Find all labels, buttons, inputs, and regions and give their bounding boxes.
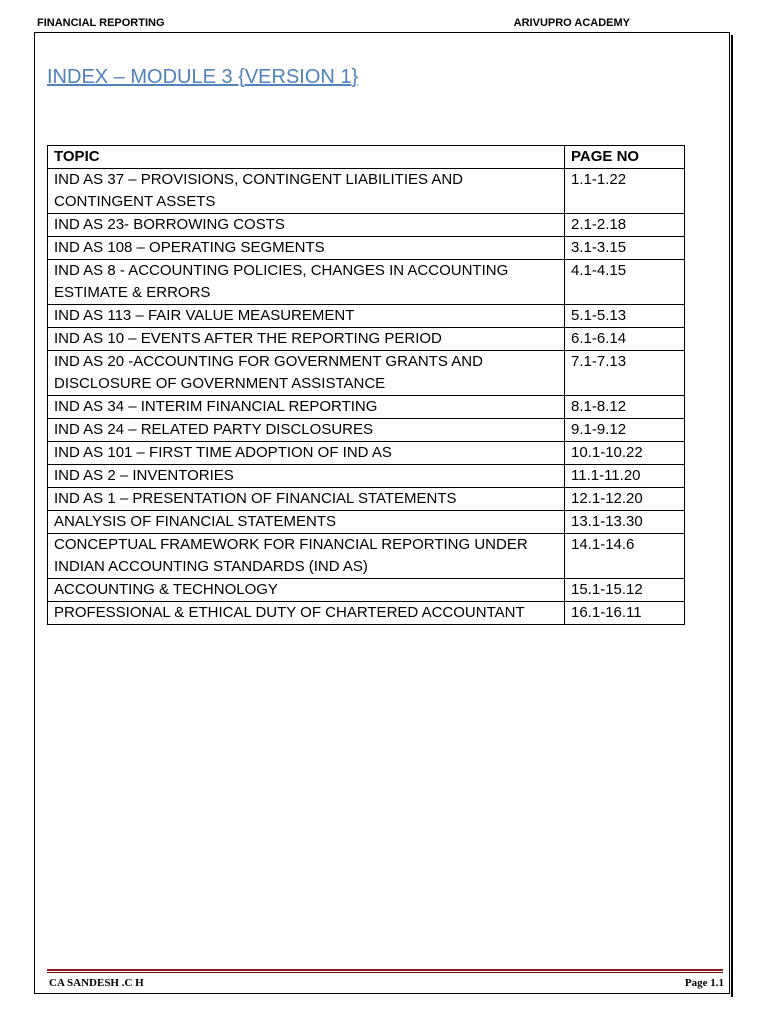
- page-cell: 10.1-10.22: [565, 442, 685, 465]
- page-cell: 5.1-5.13: [565, 305, 685, 328]
- page-cell: 16.1-16.11: [565, 602, 685, 625]
- table-row: [48, 602, 685, 625]
- topic-cell: IND AS 10 – EVENTS AFTER THE REPORTING PERIOD: [48, 328, 565, 351]
- table-row: [48, 260, 685, 305]
- page-cell: 13.1-13.30: [565, 511, 685, 534]
- topic-cell: IND AS 23- BORROWING COSTS: [48, 214, 565, 237]
- header-right-text: ARIVUPRO ACADEMY: [513, 17, 630, 29]
- topic-cell: IND AS 101 – FIRST TIME ADOPTION OF IND AS: [48, 442, 565, 465]
- topic-cell: ACCOUNTING & TECHNOLOGY: [48, 579, 565, 602]
- table-row: [48, 511, 685, 534]
- table-row: [48, 169, 685, 214]
- page-cell: 1.1-1.22: [565, 169, 685, 214]
- page-cell: 14.1-14.6: [565, 534, 685, 579]
- table-row: [48, 305, 685, 328]
- footer-author: CA SANDESH .C H: [49, 977, 144, 989]
- table-row: [48, 442, 685, 465]
- table-row: [48, 419, 685, 442]
- footer-rule-secondary: [47, 972, 723, 973]
- page-cell: 12.1-12.20: [565, 488, 685, 511]
- table-row: [48, 579, 685, 602]
- topic-cell: IND AS 24 – RELATED PARTY DISCLOSURES: [48, 419, 565, 442]
- topic-cell: IND AS 8 - ACCOUNTING POLICIES, CHANGES IN ACCOUNTING ESTIMATE & ERRORS: [48, 260, 565, 305]
- index-table: [47, 145, 685, 625]
- table-row: [48, 328, 685, 351]
- table-row: [48, 214, 685, 237]
- page-cell: 4.1-4.15: [565, 260, 685, 305]
- topic-cell: PROFESSIONAL & ETHICAL DUTY OF CHARTERED ACCOUNTANT: [48, 602, 565, 625]
- table-row: [48, 396, 685, 419]
- table-header-row: [48, 146, 685, 169]
- page-cell: 8.1-8.12: [565, 396, 685, 419]
- table-row: [48, 237, 685, 260]
- page-cell: 2.1-2.18: [565, 214, 685, 237]
- topic-cell: IND AS 113 – FAIR VALUE MEASUREMENT: [48, 305, 565, 328]
- page-cell: 9.1-9.12: [565, 419, 685, 442]
- topic-cell: CONCEPTUAL FRAMEWORK FOR FINANCIAL REPORTING UNDER INDIAN ACCOUNTING STANDARDS (IND AS): [48, 534, 565, 579]
- topic-cell: ANALYSIS OF FINANCIAL STATEMENTS: [48, 511, 565, 534]
- footer-rule: [47, 969, 723, 971]
- header-left-text: FINANCIAL REPORTING: [37, 17, 165, 29]
- page-cell: 15.1-15.12: [565, 579, 685, 602]
- table-row: [48, 534, 685, 579]
- table-row: [48, 488, 685, 511]
- page-cell: 3.1-3.15: [565, 237, 685, 260]
- page-cell: 11.1-11.20: [565, 465, 685, 488]
- topic-cell: IND AS 34 – INTERIM FINANCIAL REPORTING: [48, 396, 565, 419]
- topic-cell: IND AS 1 – PRESENTATION OF FINANCIAL STATEMENTS: [48, 488, 565, 511]
- page-cell: 7.1-7.13: [565, 351, 685, 396]
- page-cell: 6.1-6.14: [565, 328, 685, 351]
- header-topic: TOPIC: [48, 146, 565, 169]
- topic-cell: IND AS 2 – INVENTORIES: [48, 465, 565, 488]
- topic-cell: IND AS 20 -ACCOUNTING FOR GOVERNMENT GRANTS AND DISCLOSURE OF GOVERNMENT ASSISTANCE: [48, 351, 565, 396]
- table-row: [48, 351, 685, 396]
- table-row: [48, 465, 685, 488]
- topic-cell: IND AS 108 – OPERATING SEGMENTS: [48, 237, 565, 260]
- page-title: INDEX – MODULE 3 {VERSION 1}: [47, 66, 359, 88]
- footer-page-number: Page 1.1: [684, 977, 724, 989]
- topic-cell: IND AS 37 – PROVISIONS, CONTINGENT LIABILITIES AND CONTINGENT ASSETS: [48, 169, 565, 214]
- header-page-no: PAGE NO: [565, 146, 685, 169]
- running-header: [37, 17, 730, 29]
